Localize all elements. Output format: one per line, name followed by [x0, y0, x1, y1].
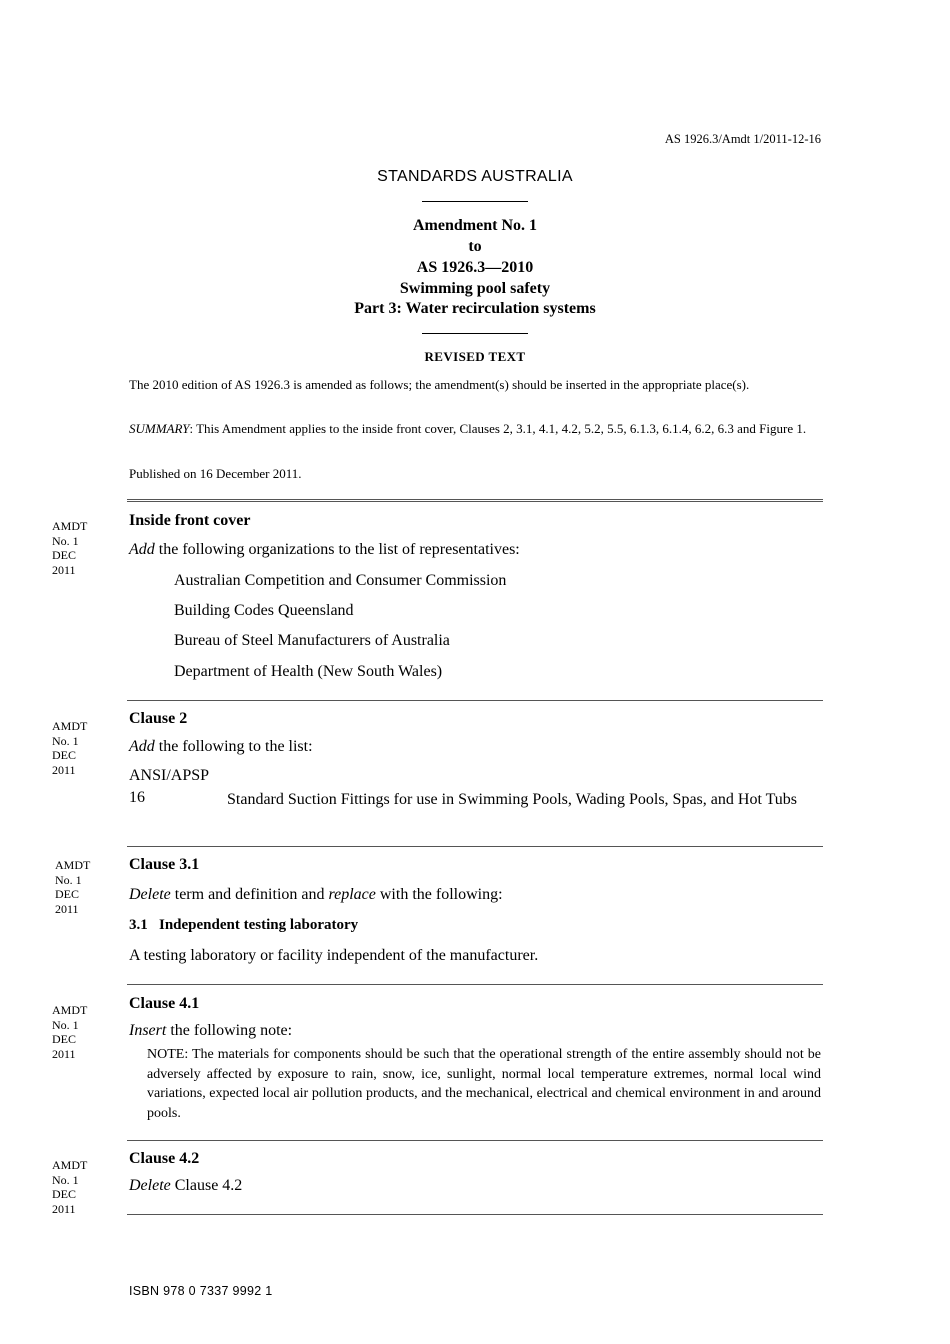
margin-note-line: DEC	[52, 1187, 76, 1201]
isbn: ISBN 978 0 7337 9992 1	[129, 1284, 273, 1298]
margin-note-line: No. 1	[52, 1017, 79, 1032]
margin-note-line: No. 1	[52, 533, 79, 548]
section-heading: Clause 2	[129, 710, 188, 727]
section-instruction	[129, 1177, 242, 1195]
margin-note-line: 2011	[55, 901, 79, 916]
margin-note-line: 2011	[52, 562, 76, 577]
section-instruction	[129, 1022, 292, 1040]
reference-label: ANSI/APSP	[129, 767, 210, 784]
summary-label: SUMMARY	[129, 421, 190, 436]
section-instruction	[129, 886, 503, 904]
reference-title: Standard Suction Fittings for use in Swimming Pools, Wading Pools, Spas, and Hot Tubs	[227, 791, 798, 808]
section-divider	[127, 1214, 823, 1215]
instruction-verb: Delete	[129, 1177, 171, 1194]
document-reference: AS 1926.3/Amdt 1/2011-12-16	[664, 132, 821, 146]
revised-text-label: REVISED TEXT	[424, 349, 526, 364]
published-date: Published on 16 December 2011.	[129, 466, 302, 481]
instruction-verb: Add	[129, 541, 155, 558]
margin-note-line: 2011	[52, 762, 76, 777]
amendment-margin-note	[52, 1158, 87, 1216]
instruction-text: the following to the list:	[154, 738, 313, 755]
section-heading: Clause 4.2	[129, 1150, 200, 1167]
title-standard-name: Swimming pool safety	[399, 280, 551, 297]
section-instruction	[129, 541, 520, 559]
amendment-margin-note	[52, 1003, 87, 1061]
instruction-verb: Delete	[129, 886, 171, 903]
definition-heading: 3.1 Independent testing laboratory	[129, 917, 359, 933]
section-heading: Clause 4.1	[129, 995, 200, 1012]
definition-text: A testing laboratory or facility independent of the manufacturer.	[129, 947, 539, 964]
section-divider	[127, 499, 823, 502]
section-divider	[127, 846, 823, 847]
section-heading: Inside front cover	[129, 512, 251, 529]
section-divider	[127, 984, 823, 985]
instruction-text: Clause 4.2	[170, 1177, 243, 1194]
instruction-text: term and definition and	[170, 886, 329, 903]
title-to: to	[468, 238, 482, 255]
note-text: NOTE: The materials for components should be such that the operational strength of the entire assembly should not be adversely affected by exposure to rain, snow, ice, sunlight, normal local temperature extremes, normal local wind variations, expected local air pollution products, and the mechanical, electrical and chemical environment in and around pools.	[147, 1047, 821, 1121]
title-standard-number: AS 1926.3—2010	[416, 259, 534, 276]
amendment-margin-note	[52, 719, 87, 777]
section-divider	[127, 700, 823, 701]
organization-name: STANDARDS AUSTRALIA	[377, 168, 573, 185]
instruction-verb: Add	[129, 738, 155, 755]
section-heading: Clause 3.1	[129, 856, 200, 873]
amendment-margin-note	[52, 519, 87, 577]
margin-note-line: No. 1	[52, 1172, 79, 1187]
margin-note-line: No. 1	[55, 872, 82, 887]
instruction-verb: Insert	[129, 1022, 167, 1039]
title-part: Part 3: Water recirculation systems	[354, 300, 596, 317]
list-item: Department of Health (New South Wales)	[174, 663, 443, 680]
section-divider	[127, 1140, 823, 1141]
amendment-margin-note	[55, 858, 90, 916]
intro-paragraph: The 2010 edition of AS 1926.3 is amended as follows; the amendment(s) should be inserted in the appropriate place(s).	[129, 377, 750, 392]
margin-note-line: DEC	[52, 748, 76, 762]
list-item: Building Codes Queensland	[174, 602, 354, 619]
title-amendment: Amendment No. 1	[413, 217, 537, 234]
margin-note-line: AMDT	[52, 719, 88, 733]
margin-note-line: DEC	[52, 1032, 76, 1046]
list-item: Australian Competition and Consumer Commission	[174, 572, 507, 589]
title-divider-top	[422, 201, 528, 202]
instruction-text: the following note:	[166, 1022, 293, 1039]
list-item: Bureau of Steel Manufacturers of Australia	[174, 632, 450, 649]
margin-note-line: DEC	[55, 887, 79, 901]
summary-paragraph	[129, 420, 821, 438]
margin-note-line: No. 1	[52, 733, 79, 748]
summary-text: : This Amendment applies to the inside front cover, Clauses 2, 3.1, 4.1, 4.2, 5.2, 5.5, 6.1.3, 6.1.4, 6.2, 6.3 and Figure 1.	[189, 421, 807, 436]
instruction-verb: replace	[328, 886, 376, 903]
title-divider-bottom	[422, 333, 528, 334]
reference-number: 16	[129, 789, 145, 806]
margin-note-line: AMDT	[52, 1003, 88, 1017]
margin-note-line: 2011	[52, 1201, 76, 1216]
instruction-text: the following organizations to the list of representatives:	[154, 541, 520, 558]
instruction-text: with the following:	[375, 886, 503, 903]
margin-note-line: AMDT	[52, 519, 88, 533]
margin-note-line: DEC	[52, 548, 76, 562]
margin-note-line: 2011	[52, 1046, 76, 1061]
section-instruction	[129, 738, 313, 756]
margin-note-line: AMDT	[55, 858, 91, 872]
margin-note-line: AMDT	[52, 1158, 88, 1172]
